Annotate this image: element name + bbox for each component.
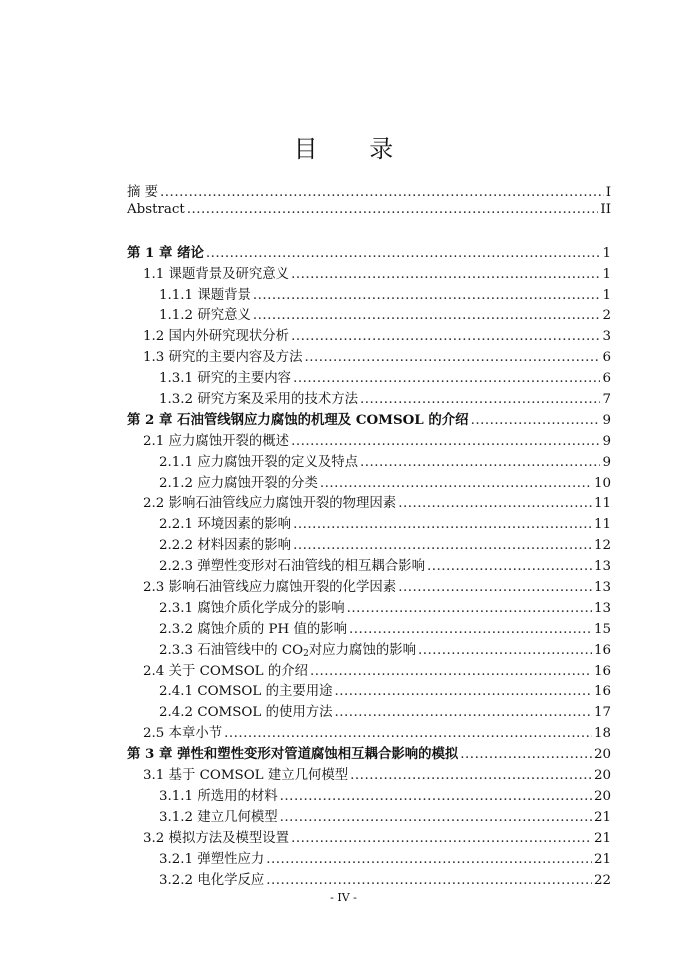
toc-entry[interactable]	[127, 722, 611, 743]
toc-entry-label: 2.4.2 COMSOL 的使用方法	[159, 705, 333, 721]
toc-entry-label: 3.1.1 所选用的材料	[159, 788, 278, 804]
toc-entry[interactable]	[127, 388, 611, 409]
toc-entry[interactable]	[127, 430, 611, 451]
toc-entry-label: 3.1 基于 COMSOL 建立几何模型	[143, 768, 349, 784]
toc-page-number: 9	[602, 412, 611, 428]
toc-entry-label: 第 3 章 弹性和塑性变形对管道腐蚀相互耦合影响的模拟	[127, 746, 459, 763]
toc-entry[interactable]	[127, 181, 611, 202]
page-number-footer: - IV -	[330, 891, 357, 904]
dot-leader	[335, 684, 592, 699]
toc-page-number: 16	[593, 663, 611, 679]
toc-entry[interactable]	[127, 492, 611, 513]
toc-entry-label: 2.3 影响石油管线应力腐蚀开裂的化学因素	[143, 580, 397, 596]
dot-leader	[471, 413, 601, 428]
toc-page-number: 22	[593, 872, 611, 888]
toc-entry-label-suffix: 对应力腐蚀的影响	[308, 642, 417, 658]
toc-page-number: 2	[602, 308, 611, 324]
toc-entry-label: 1.3.1 研究的主要内容	[159, 371, 292, 387]
toc-entry[interactable]	[127, 806, 611, 827]
toc-page-number: 10	[593, 475, 611, 491]
toc-entry[interactable]	[127, 555, 611, 576]
toc-entry[interactable]	[127, 701, 611, 722]
toc-page-number: 16	[593, 684, 611, 700]
dot-leader	[360, 455, 600, 470]
toc-entry-label: 摘 要	[127, 185, 159, 200]
toc-entry-label: 2.3.2 腐蚀介质的 PH 值的影响	[159, 621, 348, 637]
toc-entry-label: 1.1 课题背景及研究意义	[143, 266, 290, 282]
toc-page-number: 20	[593, 747, 611, 763]
toc-entry-label: 2.2.1 环境因素的影响	[159, 517, 292, 533]
toc-entry-label: 2.5 本章小节	[143, 726, 223, 742]
toc-entry[interactable]	[127, 534, 611, 555]
toc-entry-label: 2.2.2 材料因素的影响	[159, 538, 292, 554]
toc-entry-label: 2.2 影响石油管线应力腐蚀开裂的物理因素	[143, 496, 397, 512]
toc-entry[interactable]	[127, 513, 611, 534]
toc-page-number: 20	[593, 788, 611, 804]
toc-entry[interactable]	[127, 869, 611, 890]
toc-entry[interactable]	[127, 202, 611, 223]
toc-entry-label: 1.1.2 研究意义	[159, 308, 251, 324]
toc-entry[interactable]	[127, 618, 611, 639]
toc-entry-label: 1.3.2 研究方案及采用的技术方法	[159, 392, 359, 408]
dot-leader	[291, 831, 592, 846]
toc-entry[interactable]	[127, 346, 611, 367]
toc-entry[interactable]	[127, 263, 611, 284]
dot-leader	[224, 726, 592, 741]
dot-leader	[304, 350, 600, 365]
toc-entry-label: 第 1 章 绪论	[127, 244, 204, 261]
toc-page-number: II	[600, 201, 611, 217]
toc-entry[interactable]	[127, 597, 611, 618]
toc-entry[interactable]	[127, 284, 611, 305]
toc-entry[interactable]	[127, 242, 611, 263]
dot-leader	[160, 185, 604, 200]
toc-entry-label: 第 2 章 石油管线钢应力腐蚀的机理及 COMSOL 的介绍	[127, 411, 469, 428]
dot-leader	[293, 517, 592, 532]
toc-entry-label: 2.4 关于 COMSOL 的介绍	[143, 663, 308, 679]
toc-entry[interactable]	[127, 367, 611, 388]
toc-page-number: 11	[593, 496, 611, 512]
toc-page-number: 21	[593, 830, 611, 846]
dot-leader	[347, 601, 592, 616]
toc-page-number: 20	[593, 768, 611, 784]
toc-entry-label: 1.3 研究的主要内容及方法	[143, 350, 303, 366]
toc-entry-label: 2.1.2 应力腐蚀开裂的分类	[159, 475, 318, 491]
toc-entry-label: 2.1.1 应力腐蚀开裂的定义及特点	[159, 454, 359, 470]
toc-entry[interactable]	[127, 409, 611, 430]
toc-entry-label: 3.2.2 电化学反应	[159, 872, 265, 888]
toc-entry[interactable]	[127, 304, 611, 325]
toc-entry[interactable]	[127, 472, 611, 493]
dot-leader	[280, 789, 592, 804]
toc-entry-label: 1.2 国内外研究现状分析	[143, 329, 290, 345]
toc-entry[interactable]	[127, 639, 611, 660]
toc-entry-label: 3.2.1 弹塑性应力	[159, 851, 265, 867]
page-title: 目 录	[293, 135, 416, 164]
toc-page-number: 6	[602, 371, 611, 387]
dot-leader	[266, 852, 592, 867]
dot-leader	[293, 538, 592, 553]
toc-entry-label: 3.1.2 建立几何模型	[159, 809, 278, 825]
toc-entry[interactable]	[127, 743, 611, 764]
toc-page-number: 9	[602, 433, 611, 449]
toc-entry-label: Abstract	[127, 201, 185, 217]
dot-leader	[291, 267, 600, 282]
dot-leader	[398, 496, 592, 511]
table-of-contents	[127, 181, 611, 889]
toc-entry-label: 2.3.3 石油管线中的 $CO_2$对应力腐蚀的影响	[159, 642, 417, 659]
toc-entry[interactable]	[127, 660, 611, 681]
toc-page-number: 21	[593, 809, 611, 825]
toc-page-number: I	[605, 185, 611, 200]
toc-entry[interactable]	[127, 576, 611, 597]
toc-page-number: 9	[602, 454, 611, 470]
toc-entry-label: 2.2.3 弹塑性变形对石油管线的相互耦合影响	[159, 559, 425, 575]
toc-page-number: 11	[593, 517, 611, 533]
toc-page-number: 13	[593, 600, 611, 616]
toc-page-number: 3	[602, 329, 611, 345]
toc-page-number: 16	[593, 642, 611, 658]
dot-leader	[253, 308, 601, 323]
toc-page-number: 1	[602, 266, 611, 282]
toc-entry-label: 2.3.1 腐蚀介质化学成分的影响	[159, 600, 345, 616]
toc-entry[interactable]	[127, 785, 611, 806]
toc-page-number: 1	[602, 287, 611, 303]
toc-entry[interactable]	[127, 451, 611, 472]
toc-entry[interactable]	[127, 680, 611, 701]
dot-leader	[206, 246, 601, 261]
toc-page-number: 13	[593, 559, 611, 575]
toc-entry[interactable]	[127, 764, 611, 785]
toc-page-number: 21	[593, 851, 611, 867]
dot-leader	[293, 371, 600, 386]
dot-leader	[360, 392, 600, 407]
toc-entry[interactable]	[127, 325, 611, 346]
dot-leader	[427, 559, 592, 574]
dot-leader	[291, 434, 600, 449]
toc-entry[interactable]	[127, 848, 611, 869]
dot-leader	[266, 873, 592, 888]
dot-leader	[320, 476, 592, 491]
dot-leader	[253, 288, 601, 303]
toc-entry[interactable]	[127, 827, 611, 848]
toc-page-number: 1	[602, 245, 611, 261]
toc-page-number: 18	[593, 726, 611, 742]
dot-leader	[291, 329, 600, 344]
toc-page-number: 6	[602, 350, 611, 366]
toc-page-number: 7	[602, 392, 611, 408]
toc-entry-label: 1.1.1 课题背景	[159, 287, 251, 303]
dot-leader	[280, 810, 592, 825]
toc-page-number: 13	[593, 580, 611, 596]
toc-entry-label: 2.1 应力腐蚀开裂的概述	[143, 433, 290, 449]
dot-leader	[335, 705, 592, 720]
dot-leader	[349, 622, 592, 637]
toc-entry-label: 2.4.1 COMSOL 的主要用途	[159, 684, 333, 700]
toc-page-number: 17	[593, 705, 611, 721]
dot-leader	[398, 580, 592, 595]
toc-page-number: 15	[593, 621, 611, 637]
dot-leader	[460, 747, 592, 762]
subscript: 2	[303, 648, 309, 659]
toc-page-number: 12	[593, 538, 611, 554]
dot-leader	[310, 664, 592, 679]
dot-leader	[350, 768, 592, 783]
dot-leader	[187, 202, 599, 217]
toc-entry-label: 3.2 模拟方法及模型设置	[143, 830, 290, 846]
dot-leader	[418, 643, 592, 658]
